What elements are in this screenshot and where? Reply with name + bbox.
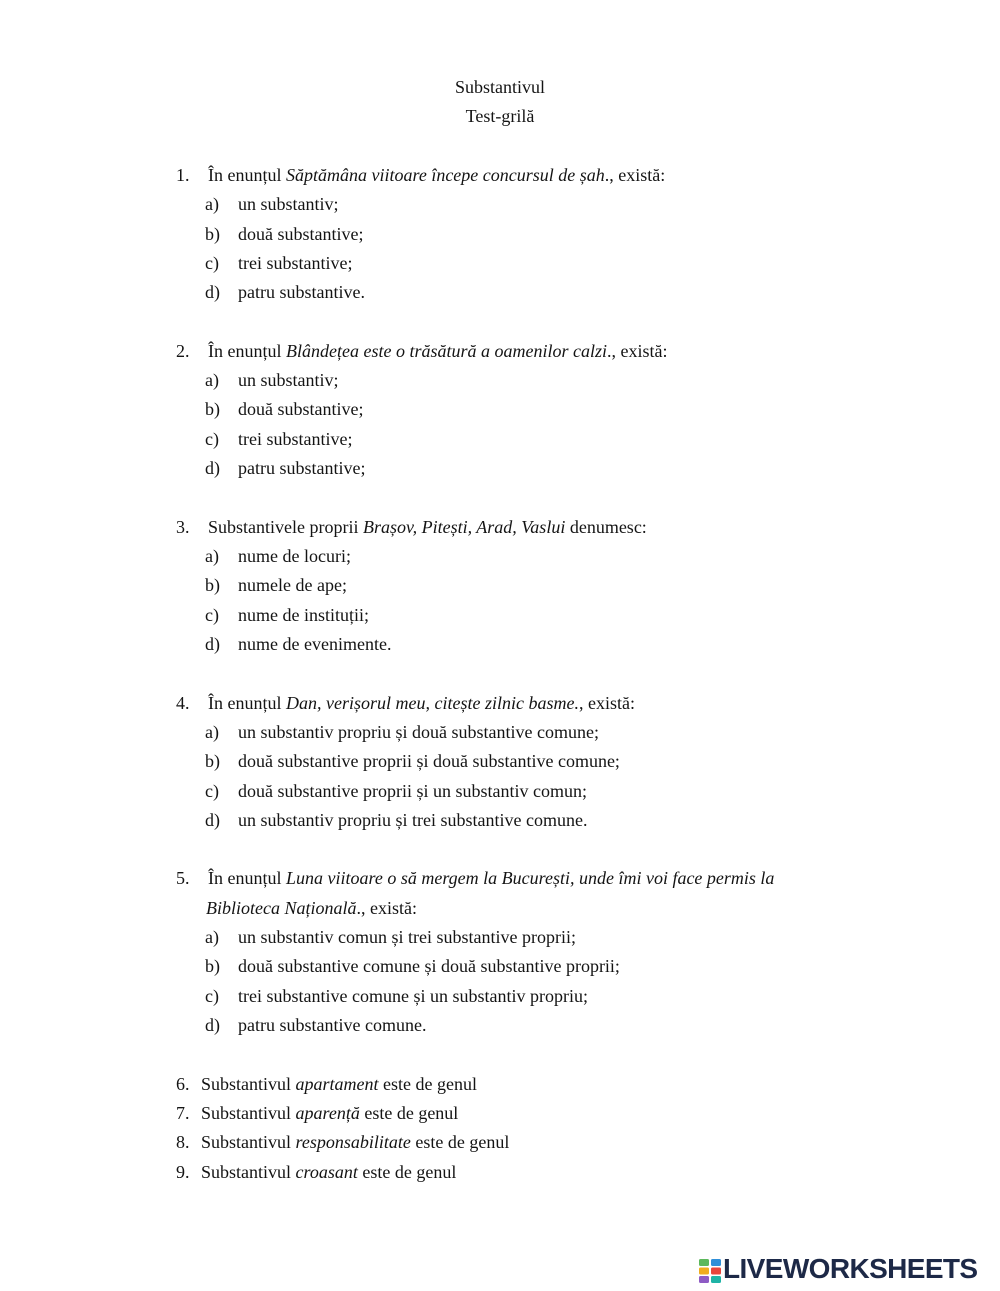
option-1a	[0, 190, 1000, 219]
question-number: 4.	[176, 692, 190, 713]
question-9	[0, 1158, 1000, 1187]
question-4	[0, 689, 1000, 718]
question-word: apartament	[295, 1073, 379, 1094]
question-prefix: În enunțul	[208, 340, 286, 361]
option-text: patru substantive;	[238, 458, 366, 479]
option-text: trei substantive comune și un substantiv propriu;	[238, 985, 588, 1006]
page-subtitle: Test-grilă	[465, 106, 535, 127]
option-4b	[0, 747, 1000, 776]
option-text: nume de instituții;	[238, 604, 369, 625]
option-1d	[0, 278, 1000, 307]
option-text: un substantiv;	[238, 194, 339, 215]
question-suffix: este de genul	[359, 1102, 459, 1123]
question-prefix: În enunțul	[208, 868, 286, 889]
question-suffix: este de genul	[378, 1073, 477, 1094]
option-label: b)	[205, 751, 220, 772]
liveworksheets-icon	[698, 1258, 722, 1284]
question-number: 3.	[176, 516, 190, 537]
option-5b	[0, 952, 1000, 981]
option-text: două substantive proprii și un substantiv comun;	[238, 780, 587, 801]
option-text: un substantiv;	[238, 370, 339, 391]
option-label: b)	[205, 956, 220, 977]
option-5a	[0, 923, 1000, 952]
option-label: b)	[205, 575, 220, 596]
question-2	[0, 337, 1000, 366]
option-label: a)	[205, 721, 219, 742]
question-sentence: Luna viitoare o să mergem la București, unde îmi voi face permis la	[286, 868, 775, 889]
option-label: c)	[205, 252, 219, 273]
question-sentence-cont: Biblioteca Națională	[206, 897, 357, 918]
question-8	[0, 1128, 1000, 1157]
option-label: a)	[205, 194, 219, 215]
question-prefix: Substantivele proprii	[208, 516, 363, 537]
option-text: nume de evenimente.	[238, 633, 392, 654]
question-suffix: , există:	[578, 692, 635, 713]
question-number: 8.	[176, 1132, 190, 1153]
question-number: 7.	[176, 1102, 190, 1123]
option-4d	[0, 806, 1000, 835]
question-prefix: În enunțul	[208, 692, 286, 713]
option-label: a)	[205, 546, 219, 566]
option-text: un substantiv propriu și două substantive comune;	[238, 721, 599, 742]
option-label: b)	[205, 223, 220, 244]
question-number: 2.	[176, 340, 190, 361]
option-text: un substantiv propriu și trei substantive comune.	[238, 809, 588, 830]
option-label: a)	[205, 927, 219, 948]
option-text: trei substantive;	[238, 428, 353, 449]
option-text: patru substantive comune.	[238, 1015, 427, 1035]
option-label: b)	[205, 399, 220, 420]
option-text: două substantive proprii și două substantive comune;	[238, 751, 620, 772]
option-2d	[0, 454, 1000, 483]
option-4a	[0, 718, 1000, 747]
option-text: numele de ape;	[238, 575, 347, 596]
option-text: două substantive comune și două substantive proprii;	[238, 956, 620, 977]
question-word: aparență	[295, 1102, 360, 1123]
option-2b	[0, 395, 1000, 424]
option-1c	[0, 249, 1000, 278]
question-prefix: Substantivul	[201, 1102, 296, 1123]
question-6	[0, 1070, 1000, 1099]
option-text: patru substantive.	[238, 282, 365, 303]
question-suffix: ., există:	[606, 340, 668, 361]
option-3b	[0, 571, 1000, 600]
option-3a	[0, 542, 1000, 571]
option-text: un substantiv comun și trei substantive proprii;	[238, 927, 576, 948]
option-label: c)	[205, 604, 219, 625]
option-text: trei substantive;	[238, 252, 353, 273]
liveworksheets-logo[interactable]	[698, 1252, 996, 1286]
page-title: Substantivul	[454, 77, 545, 97]
option-label: d)	[205, 458, 220, 479]
option-label: d)	[205, 1015, 220, 1035]
option-5d	[0, 1011, 1000, 1040]
question-prefix: Substantivul	[201, 1132, 296, 1153]
question-suffix: denumesc:	[565, 516, 647, 537]
question-1	[0, 161, 1000, 190]
option-label: d)	[205, 633, 220, 654]
option-label: d)	[205, 282, 220, 303]
question-word: responsabilitate	[295, 1132, 411, 1153]
logo-text: LIVEWORKSHEETS	[723, 1253, 978, 1284]
question-number: 1.	[176, 164, 190, 185]
option-5c	[0, 982, 1000, 1011]
question-number: 9.	[176, 1161, 190, 1182]
question-number: 6.	[176, 1073, 190, 1094]
option-label: a)	[205, 370, 219, 391]
question-sentence: Brașov, Pitești, Arad, Vaslui	[362, 516, 566, 537]
question-number: 5.	[176, 868, 190, 889]
worksheet	[0, 73, 1000, 1187]
option-label: c)	[205, 428, 219, 449]
question-sentence: Dan, verișorul meu, citește zilnic basme.	[286, 692, 579, 713]
option-2a	[0, 366, 1000, 395]
question-5-continuation	[0, 894, 1000, 923]
option-label: d)	[205, 809, 220, 830]
question-prefix: Substantivul	[201, 1161, 296, 1182]
option-label: c)	[205, 780, 219, 801]
question-prefix: Substantivul	[201, 1073, 296, 1094]
option-text: două substantive;	[238, 223, 364, 244]
option-1b	[0, 220, 1000, 249]
question-suffix: este de genul	[357, 1161, 457, 1182]
question-suffix: ., există:	[356, 897, 417, 918]
option-4c	[0, 777, 1000, 806]
option-text: două substantive;	[238, 399, 364, 420]
question-suffix: ., există:	[604, 164, 666, 185]
question-prefix: În enunțul	[208, 164, 286, 185]
question-7	[0, 1099, 1000, 1128]
question-3	[0, 513, 1000, 542]
option-2c	[0, 425, 1000, 454]
option-3d	[0, 630, 1000, 659]
question-sentence: Săptămâna viitoare începe concursul de șah	[286, 164, 605, 185]
question-suffix: este de genul	[410, 1132, 510, 1153]
question-5	[0, 864, 1000, 893]
question-sentence: Blândețea este o trăsătură a oamenilor calzi	[286, 340, 607, 361]
option-text: nume de locuri;	[238, 546, 351, 566]
question-word: croasant	[295, 1161, 358, 1182]
option-3c	[0, 601, 1000, 630]
option-label: c)	[205, 985, 219, 1006]
